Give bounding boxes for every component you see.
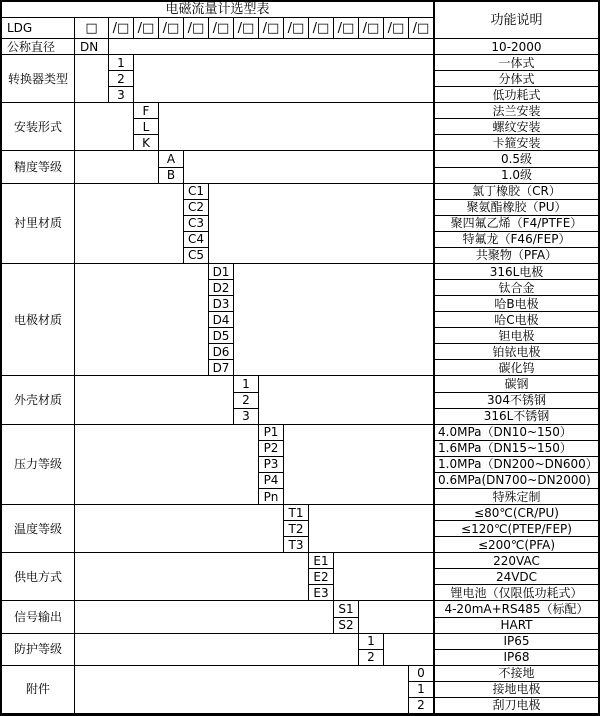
empty-left-span [75,634,359,666]
row-label: 信号输出 [2,601,75,633]
diameter-label: 公称直径 [2,39,75,55]
option-code: 1 [409,682,434,698]
option-code: 2 [409,698,434,714]
option-function: ≤120℃(PTEP/FEP) [434,521,598,537]
option-code: E2 [309,569,334,585]
row-label: 电极材质 [2,264,75,377]
option-code: F [134,103,159,119]
option-code: P1 [259,425,284,441]
option-code: C2 [184,200,209,216]
model-slot: /□ [309,18,334,39]
function-header: 功能说明 [434,2,598,39]
option-code: 2 [109,71,134,87]
option-code: 3 [109,87,134,103]
option-function: 碳钢 [434,376,598,392]
empty-left-span [75,553,309,601]
option-function: 特氟龙（F46/FEP） [434,232,598,248]
row-label: 供电方式 [2,553,75,601]
model-box: □ [75,18,109,39]
option-code: D5 [209,328,234,344]
option-function: 特殊定制 [434,489,598,505]
empty-left-span [75,505,284,553]
option-code: P3 [259,457,284,473]
option-code: P4 [259,473,284,489]
option-function: 聚四氟乙烯（F4/PTFE） [434,216,598,232]
option-code: B [159,168,184,184]
empty-right-span [159,103,434,151]
row-label: 外壳材质 [2,376,75,424]
option-function: 1.6MPa（DN15~150） [434,441,598,457]
empty-left-span [75,151,159,183]
row-label: 附件 [2,666,75,714]
model-slot: /□ [234,18,259,39]
option-code: D4 [209,312,234,328]
empty-left-span [75,264,209,377]
model-prefix: LDG [2,18,75,39]
option-code: L [134,119,159,135]
option-function: 220VAC [434,553,598,569]
option-code: P2 [259,441,284,457]
empty-right-span [234,264,434,377]
empty-right-span [134,55,434,103]
option-code: C4 [184,232,209,248]
option-function: 分体式 [434,71,598,87]
option-function: 聚氨酯橡胶（PU） [434,200,598,216]
option-function: 刮刀电极 [434,698,598,714]
empty-right-span [309,505,434,553]
option-function: 钽电极 [434,328,598,344]
option-code: 1 [234,376,259,392]
option-function: 螺纹安装 [434,119,598,135]
option-function: 316L不锈钢 [434,409,598,425]
option-function: 316L电极 [434,264,598,280]
option-function: 碳化钨 [434,360,598,376]
option-code: K [134,135,159,151]
row-label: 衬里材质 [2,184,75,264]
option-code: 0 [409,666,434,682]
option-function: ≤80℃(CR/PU) [434,505,598,521]
option-function: 铂铱电极 [434,344,598,360]
option-function: 法兰安装 [434,103,598,119]
option-code: A [159,151,184,167]
option-function: 4.0MPa（DN10~150） [434,425,598,441]
option-code: S2 [334,618,359,634]
option-function: IP65 [434,634,598,650]
option-function: 不接地 [434,666,598,682]
option-code: D3 [209,296,234,312]
empty-right-span [284,425,434,505]
option-code: S1 [334,601,359,617]
row-label: 转换器类型 [2,55,75,103]
row-label: 防护等级 [2,634,75,666]
diameter-function: 10-2000 [434,39,598,55]
model-slot: /□ [359,18,384,39]
option-function: 低功耗式 [434,87,598,103]
option-code: D7 [209,360,234,376]
option-function: 接地电极 [434,682,598,698]
option-function: 4-20mA+RS485（标配） [434,601,598,617]
table-title: 电磁流量计选型表 [2,2,434,18]
option-code: D2 [209,280,234,296]
option-function: 氯丁橡胶（CR） [434,184,598,200]
model-slot: /□ [384,18,409,39]
empty-left-span [75,666,409,714]
option-code: E3 [309,585,334,601]
option-code: Pn [259,489,284,505]
option-code: E1 [309,553,334,569]
empty-right-span [184,151,434,183]
empty-right-span [209,184,434,264]
row-label: 安装形式 [2,103,75,151]
option-function: 1.0级 [434,168,598,184]
option-function: 哈C电极 [434,312,598,328]
option-function: 钛合金 [434,280,598,296]
model-slot: /□ [184,18,209,39]
option-function: IP68 [434,650,598,666]
row-label: 温度等级 [2,505,75,553]
option-function: ≤200℃(PFA) [434,537,598,553]
option-function: 24VDC [434,569,598,585]
option-code: 1 [359,634,384,650]
model-slot: /□ [159,18,184,39]
model-slot: /□ [284,18,309,39]
option-function: 卡箍安装 [434,135,598,151]
option-function: 1.0MPa（DN200~DN600） [434,457,598,473]
option-code: T2 [284,521,309,537]
row-label: 压力等级 [2,425,75,505]
option-code: C1 [184,184,209,200]
option-code: 2 [359,650,384,666]
option-function: 一体式 [434,55,598,71]
option-code: D1 [209,264,234,280]
empty-left-span [75,55,109,103]
empty-left-span [75,184,184,264]
option-function: 0.6MPa(DN700~DN2000) [434,473,598,489]
option-code: C3 [184,216,209,232]
option-code: 2 [234,393,259,409]
option-function: 0.5级 [434,151,598,167]
option-code: T3 [284,537,309,553]
option-code: 1 [109,55,134,71]
option-code: T1 [284,505,309,521]
empty-left-span [75,376,234,424]
model-slot: /□ [209,18,234,39]
empty-left-span [75,425,259,505]
empty-right-span [359,601,434,633]
empty-left-span [75,103,134,151]
option-function: HART [434,618,598,634]
option-function: 哈B电极 [434,296,598,312]
model-slot: /□ [409,18,434,39]
empty-right-span [259,376,434,424]
row-label: 精度等级 [2,151,75,183]
empty-right-span [334,553,434,601]
model-slot: /□ [109,18,134,39]
option-code: 3 [234,409,259,425]
empty-span [109,39,434,55]
option-function: 锂电池（仅限低功耗式） [434,585,598,601]
empty-left-span [75,601,334,633]
option-code: C5 [184,248,209,264]
model-slot: /□ [334,18,359,39]
model-slot: /□ [259,18,284,39]
option-code: D6 [209,344,234,360]
model-slot: /□ [134,18,159,39]
option-function: 304不锈钢 [434,393,598,409]
empty-right-span [384,634,434,666]
option-function: 共聚物（PFA） [434,248,598,264]
diameter-code: DN [75,39,109,55]
